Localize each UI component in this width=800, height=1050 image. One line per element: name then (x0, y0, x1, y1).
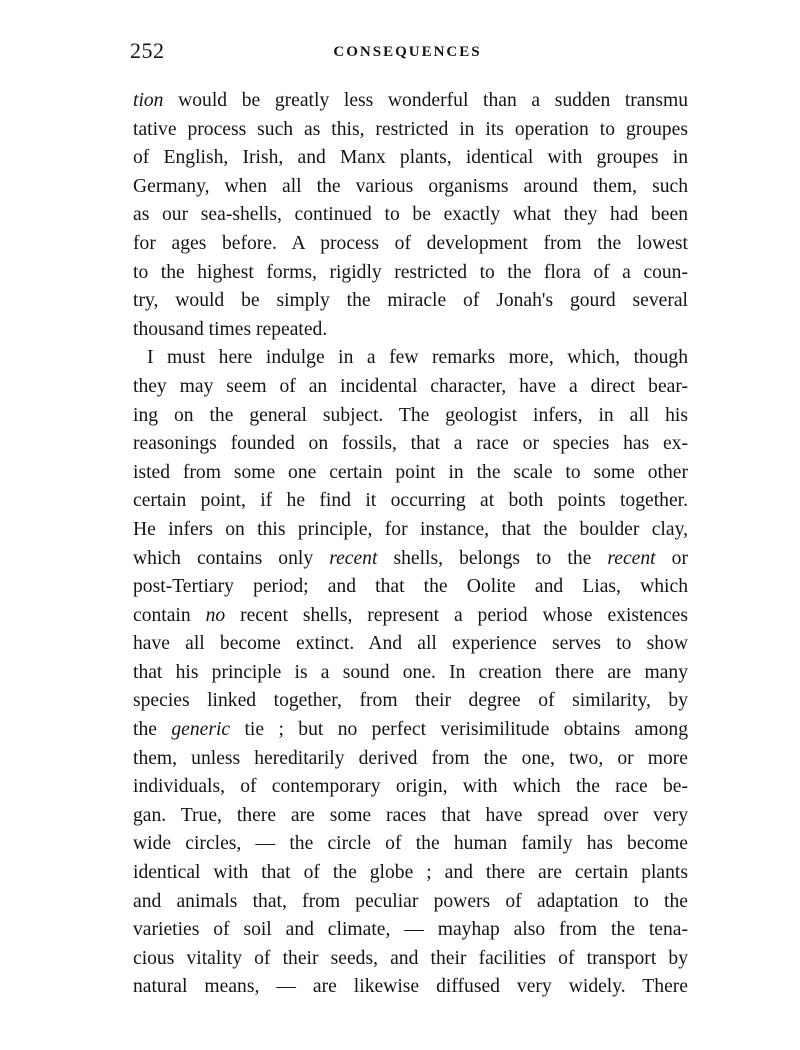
text-fragment: would be greatly less wonderful than a sudden transmu (163, 90, 688, 111)
text-fragment: contain (133, 604, 206, 626)
text-line: individuals, of contemporary origin, with which the race be- (133, 776, 688, 798)
running-head: CONSEQUENCES (333, 44, 482, 60)
text-line: as our sea-shells, continued to be exactly what they had been (133, 204, 688, 226)
text-line (133, 87, 688, 116)
text-fragment: recent shells, represent a period whose existences (225, 604, 688, 626)
text-line (133, 716, 688, 745)
text-line: wide circles, — the circle of the human family has become (133, 833, 688, 855)
text-line: to the highest forms, rigidly restricted to the flora of a coun- (133, 261, 688, 283)
text-fragment: tie ; but no perfect verisimilitude obtains among (230, 719, 688, 741)
text-line: Germany, when all the various organisms around them, such (133, 175, 688, 197)
text-line (133, 602, 688, 631)
page-number: 252 (130, 38, 165, 63)
text-line: I must here indulge in a few remarks more, which, though (147, 347, 688, 369)
text-line: they may seem of an incidental character, have a direct bear- (133, 375, 688, 397)
text-fragment: or (655, 547, 688, 569)
text-fragment: the (133, 719, 172, 741)
text-line: them, unless hereditarily derived from the one, two, or more (133, 747, 688, 769)
text-fragment-italic: recent (607, 547, 656, 569)
text-line: cious vitality of their seeds, and their facilities of transport by (133, 947, 688, 969)
text-fragment-italic: no (205, 604, 226, 626)
text-line: for ages before. A process of development from the lowest (133, 232, 688, 254)
text-fragment: shells, belongs to the (377, 547, 608, 569)
text-line: ing on the general subject. The geologist infers, in all his (133, 404, 688, 426)
text-fragment-italic: recent (329, 547, 378, 569)
text-line: reasonings founded on fossils, that a race or species has ex- (133, 433, 688, 455)
text-line: thousand times repeated. (133, 318, 328, 340)
text-line: He infers on this principle, for instance, that the boulder clay, (133, 518, 688, 540)
text-line: certain point, if he find it occurring at both points together. (133, 490, 688, 512)
text-line: of English, Irish, and Manx plants, identical with groupes in (133, 147, 688, 169)
text-line: and animals that, from peculiar powers of adaptation to the (133, 890, 688, 912)
text-fragment-italic: tion (133, 90, 164, 111)
text-line: try, would be simply the miracle of Jonah's gourd several (133, 290, 688, 312)
body-text (133, 87, 688, 1002)
text-line: species linked together, from their degree of similarity, by (133, 690, 688, 712)
text-line: that his principle is a sound one. In creation there are many (133, 661, 688, 683)
text-line: tative process such as this, restricted in its operation to groupes (133, 118, 688, 140)
text-line: varieties of soil and climate, — mayhap also from the tena- (133, 919, 688, 941)
text-line: isted from some one certain point in the scale to some other (133, 461, 688, 483)
text-fragment: which contains only (133, 547, 330, 569)
page-header (130, 38, 685, 68)
text-line: natural means, — are likewise diffused very widely. There (133, 976, 688, 998)
text-fragment-italic: generic (171, 719, 231, 741)
text-line: gan. True, there are some races that have spread over very (133, 804, 688, 826)
text-line (133, 545, 688, 574)
text-line: post-Tertiary period; and that the Oolite and Lias, which (133, 576, 688, 598)
text-line: have all become extinct. And all experience serves to show (133, 633, 688, 655)
text-line: identical with that of the globe ; and there are certain plants (133, 862, 688, 884)
